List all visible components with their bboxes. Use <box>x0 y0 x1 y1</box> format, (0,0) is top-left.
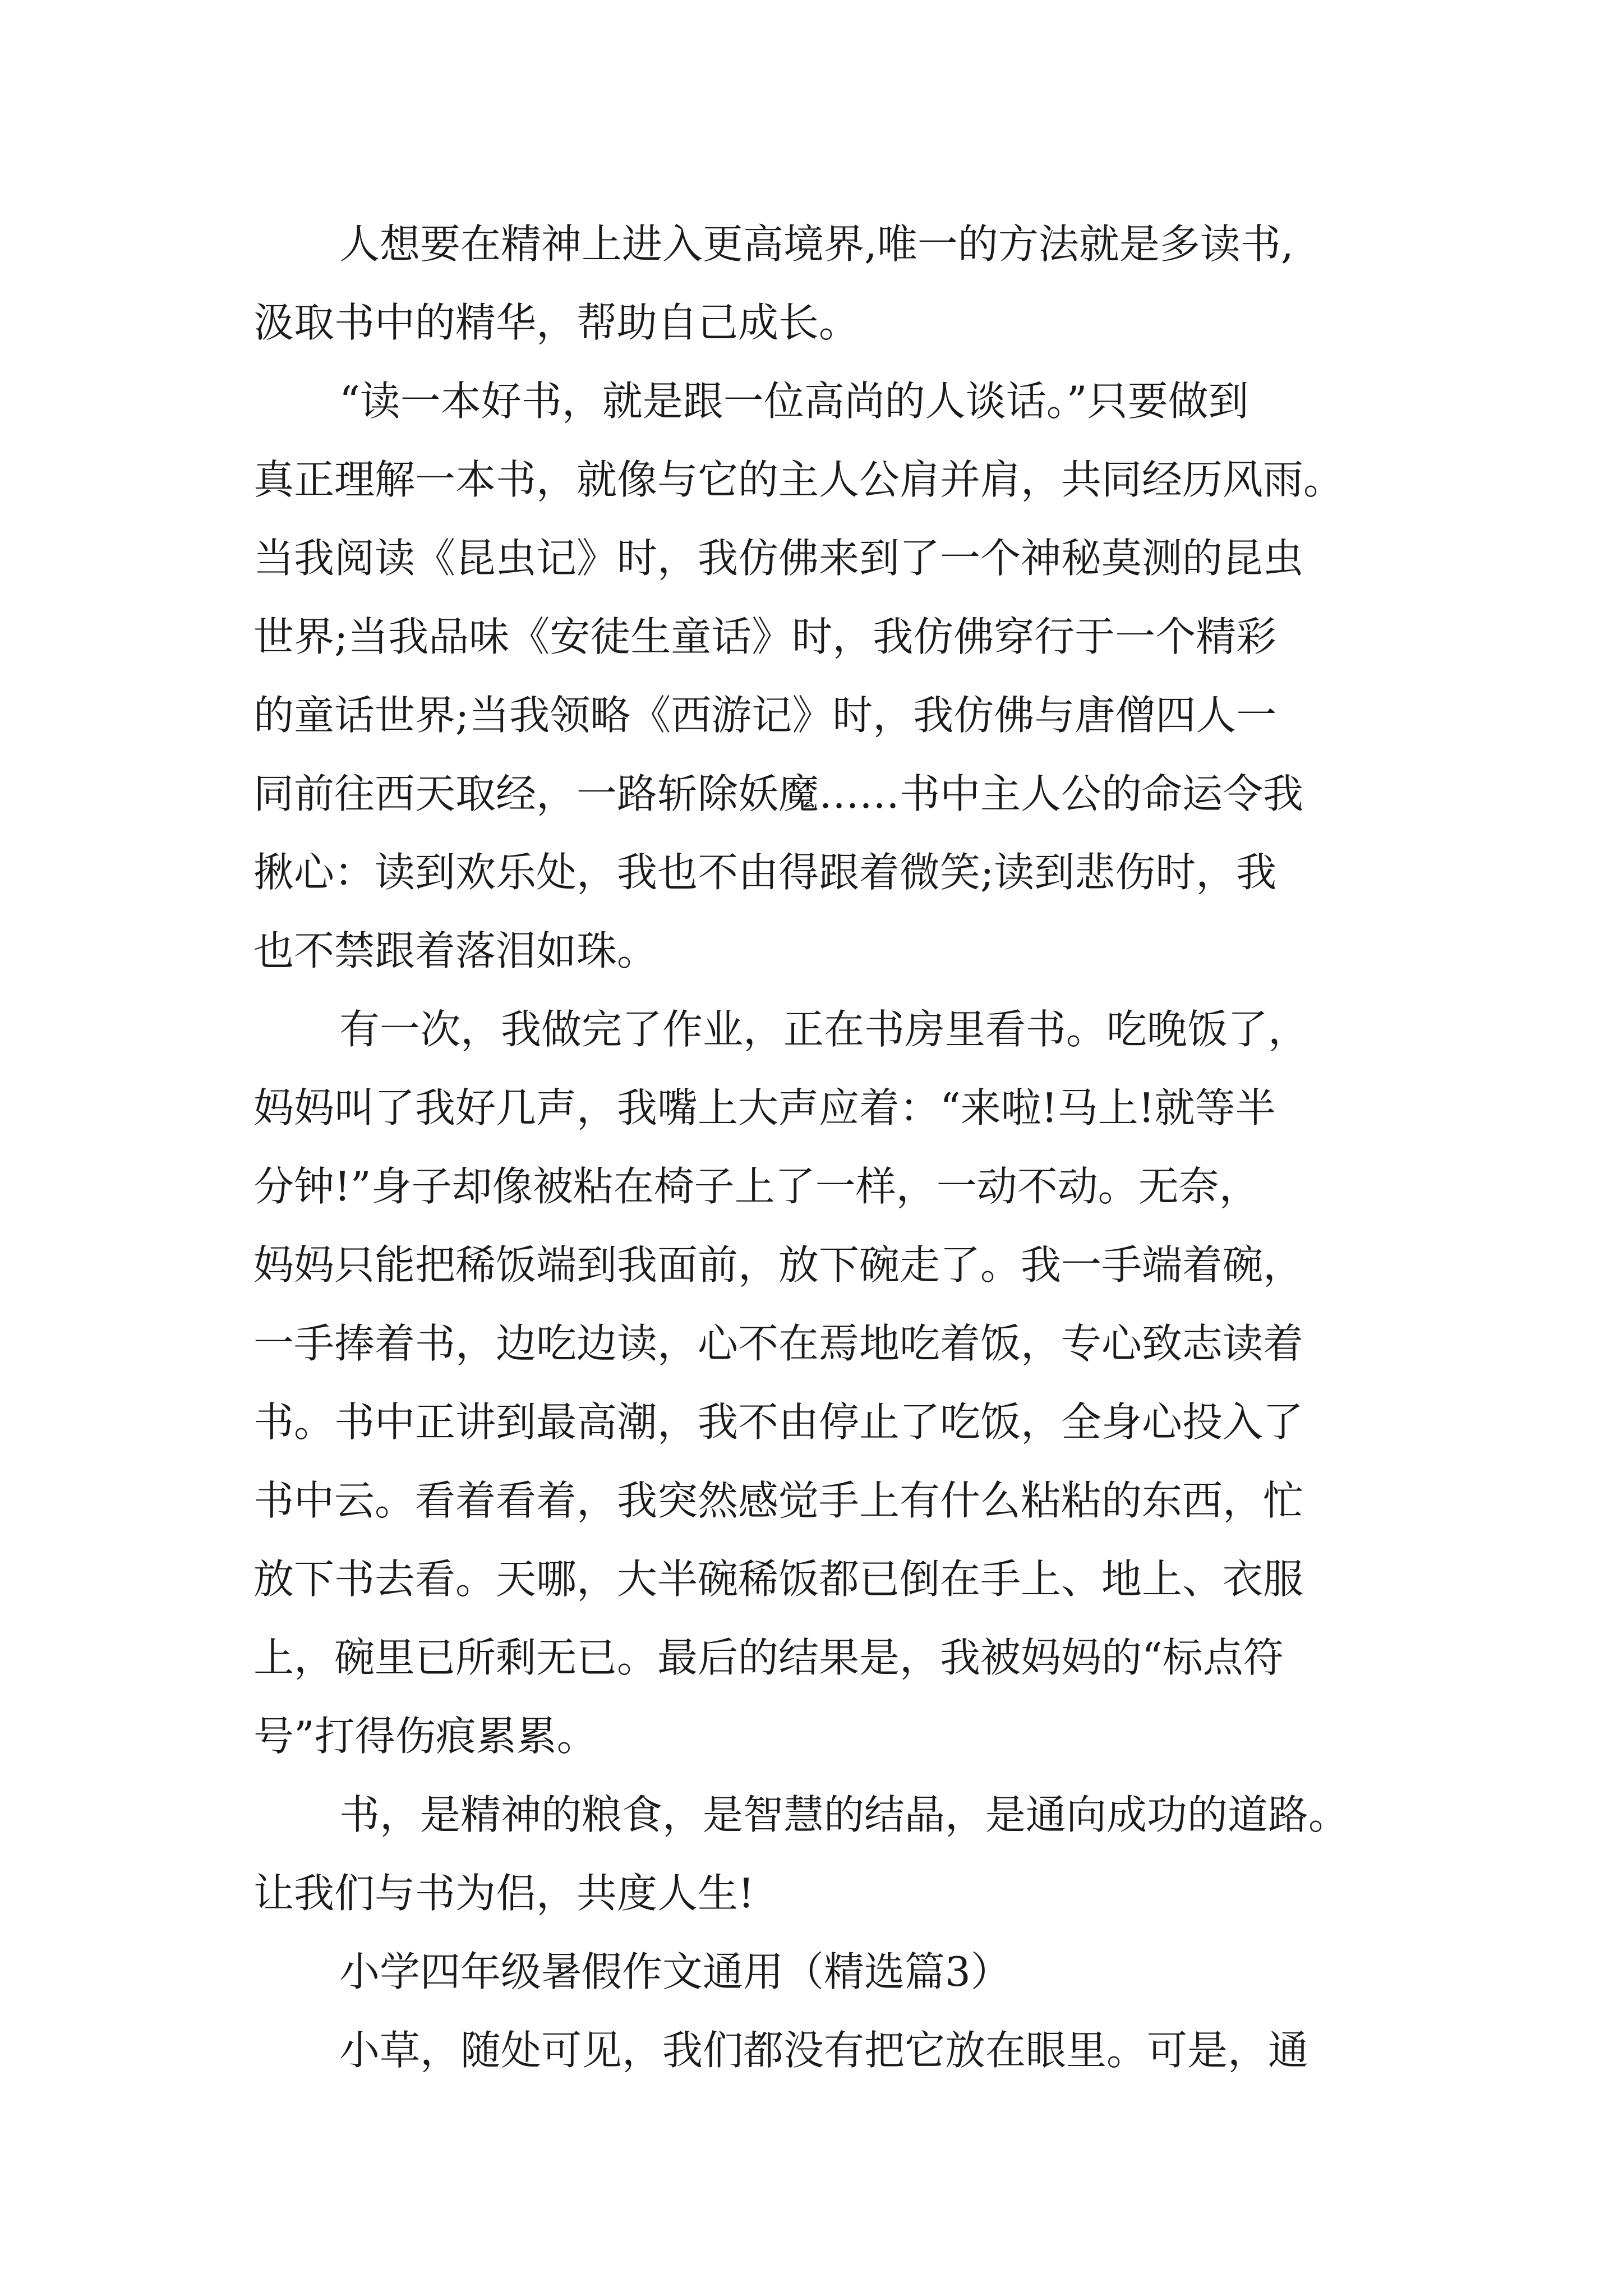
text-line: 有一次，我做完了作业，正在书房里看书。吃晚饭了， <box>339 1006 1309 1053</box>
text-line: 上，碗里已所剩无已。最后的结果是，我被妈妈的“标点符 <box>253 1634 1284 1681</box>
text-line: 揪心：读到欢乐处，我也不由得跟着微笑;读到悲伤时，我 <box>253 849 1277 896</box>
text-line: 人想要在精神上进入更高境界,唯一的方法就是多读书, <box>339 220 1294 268</box>
text-line: 让我们与书为侣，共度人生! <box>253 1870 754 1917</box>
text-line: 书中云。看着看着，我突然感觉手上有什么粘粘的东西，忙 <box>253 1477 1304 1524</box>
text-line: “读一本好书，就是跟一位高尚的人谈话。”只要做到 <box>339 378 1249 425</box>
text-line: 妈妈只能把稀饭端到我面前，放下碗走了。我一手端着碗， <box>253 1241 1304 1289</box>
text-line: 妈妈叫了我好几声，我嘴上大声应着：“来啦!马上!就等半 <box>253 1084 1276 1131</box>
text-line: 汲取书中的精华，帮助自己成长。 <box>253 299 860 346</box>
text-line: 当我阅读《昆虫记》时，我仿佛来到了一个神秘莫测的昆虫 <box>253 535 1304 582</box>
text-line: 的童话世界;当我领略《西游记》时，我仿佛与唐僧四人一 <box>253 692 1277 739</box>
text-line: 也不禁跟着落泪如珠。 <box>253 927 658 974</box>
text-line: 书，是精神的粮食，是智慧的结晶，是通向成功的道路。 <box>339 1791 1349 1838</box>
text-line: 放下书去看。天哪，大半碗稀饭都已倒在手上、地上、衣服 <box>253 1556 1304 1603</box>
text-line: 书。书中正讲到最高潮，我不由停止了吃饭，全身心投入了 <box>253 1398 1304 1446</box>
text-line: 一手捧着书，边吃边读，心不在焉地吃着饭，专心致志读着 <box>253 1320 1304 1367</box>
text-line: 真正理解一本书，就像与它的主人公肩并肩，共同经历风雨。 <box>253 456 1344 503</box>
text-line: 分钟!”身子却像被粘在椅子上了一样，一动不动。无奈， <box>253 1163 1260 1210</box>
text-line: 同前往西天取经，一路斩除妖魔……书中主人公的命运令我 <box>253 770 1304 817</box>
text-line: 世界;当我品味《安徒生童话》时，我仿佛穿行于一个精彩 <box>253 613 1277 660</box>
section-heading: 小学四年级暑假作文通用（精选篇3） <box>339 1948 1011 1995</box>
text-line: 号”打得伤痕累累。 <box>253 1713 597 1760</box>
text-line: 小草，随处可见，我们都没有把它放在眼里。可是，通 <box>339 2027 1309 2074</box>
